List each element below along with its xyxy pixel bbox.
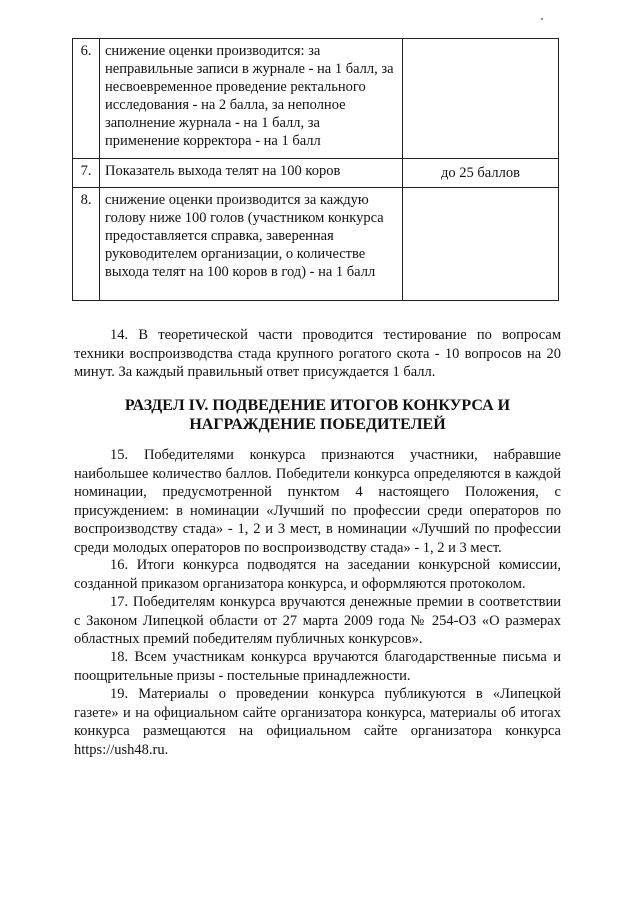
table-row — [73, 188, 559, 301]
paragraph-19: 19. Материалы о проведении конкурса публикуются в «Липецкой газете» и на официальном сайте организатора конкурса, материалы об итогах конкурса размещаются на официальном сайте организатора конкурса https://ush48.ru. — [74, 686, 561, 758]
row-score — [403, 39, 559, 159]
row-score: до 25 баллов — [403, 159, 559, 188]
row-number: 6. — [73, 39, 100, 159]
row-description: Показатель выхода телят на 100 коров — [100, 159, 403, 188]
table-row — [73, 39, 559, 159]
row-description: снижение оценки производится за каждую голову ниже 100 голов (участником конкурса предоставляется справка, заверенная руководителем организации, о количестве выхода телят на 100 коров в год) - на 1 балл — [100, 188, 403, 301]
table-row — [73, 159, 559, 188]
scan-dot — [541, 18, 543, 20]
section-heading: РАЗДЕЛ IV. ПОДВЕДЕНИЕ ИТОГОВ КОНКУРСА И НАГРАЖДЕНИЕ ПОБЕДИТЕЛЕЙ — [124, 397, 511, 433]
paragraph-18: 18. Всем участникам конкурса вручаются благодарственные письма и поощрительные призы - постельные принадлежности. — [74, 649, 561, 684]
row-number: 7. — [73, 159, 100, 188]
paragraph-15: 15. Победителями конкурса признаются участники, набравшие наибольшее количество баллов. Победители конкурса определяются в каждой номинации, предусмотренной пунктом 4 настоящего Положения, с присуждением: в номинации «Лучший по профессии среди операторов по воспроизводству стада» - 1, 2 и 3 мест, в номинации «Лучший по профессии среди молодых операторов по воспроизводству стада» - 1, 2 и 3 мест. — [74, 447, 561, 556]
paragraph-16: 16. Итоги конкурса подводятся на заседании конкурсной комиссии, созданной приказом организатора конкурса, и оформляются протоколом. — [74, 557, 561, 592]
criteria-table — [72, 38, 559, 301]
paragraph-17: 17. Победителям конкурса вручаются денежные премии в соответствии с Законом Липецкой области от 27 марта 2009 года № 254-ОЗ «О размерах областных премий победителям публичных конкурсов». — [74, 594, 561, 647]
paragraph-14: 14. В теоретической части проводится тестирование по вопросам техники воспроизводства стада крупного рогатого скота - 10 вопросов на 20 минут. За каждый правильный ответ присуждается 1 балл. — [74, 327, 561, 380]
row-number: 8. — [73, 188, 100, 301]
row-score — [403, 188, 559, 301]
row-description: снижение оценки производится: за неправильные записи в журнале - на 1 балл, за несвоевременное проведение ректального исследования - на 2 балла, за неполное заполнение журнала - на 1 балл, за применение корректора - на 1 балл — [100, 39, 403, 159]
